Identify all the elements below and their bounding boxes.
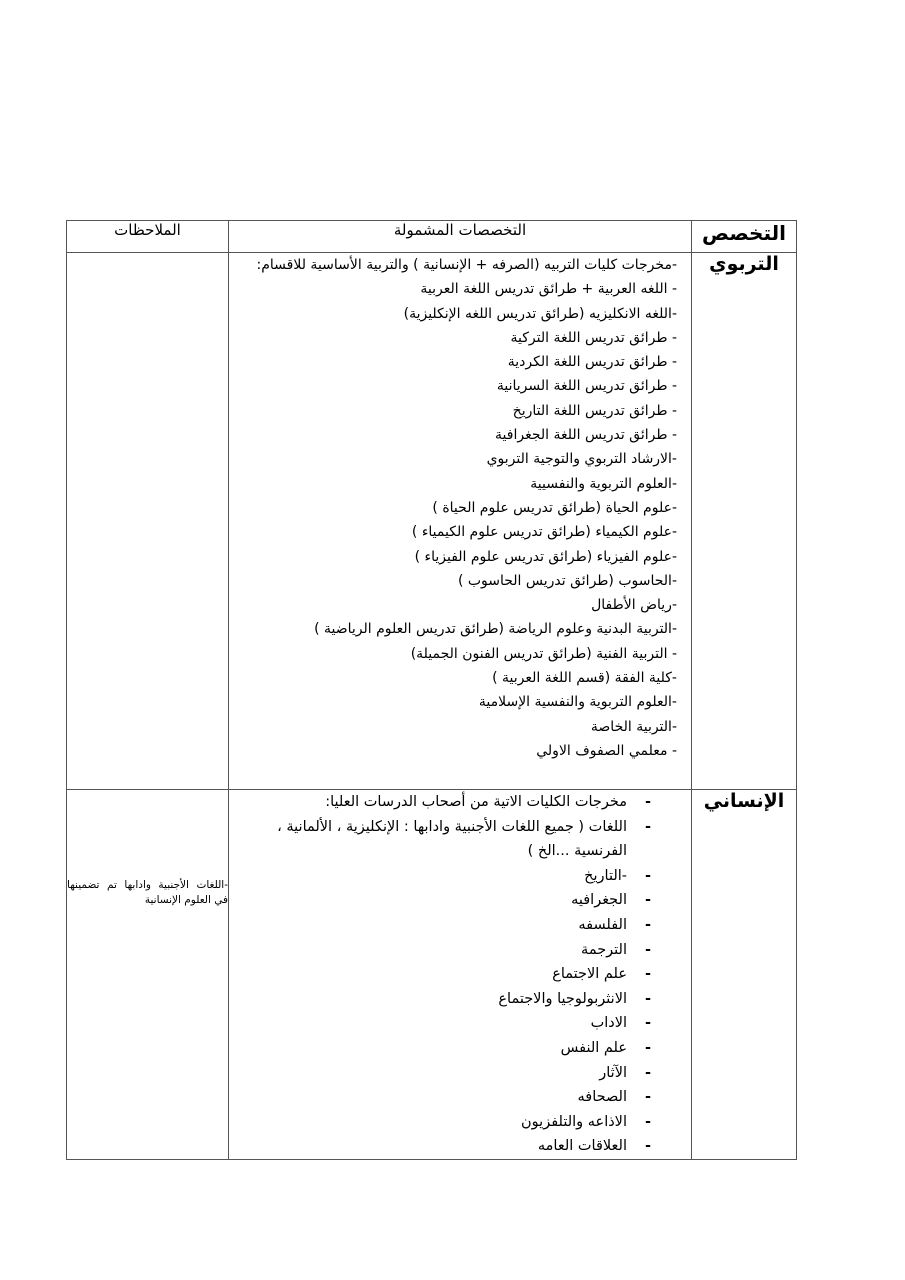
list-item: -رياض الأطفال — [591, 597, 677, 614]
note-text: -اللغات الأجنبية وادابها تم تضمينها في العلوم الإنسانية — [67, 879, 228, 906]
list-item: - الفلسفه — [233, 913, 651, 938]
list-item: - الترجمة — [233, 938, 651, 963]
header-included-specializations: التخصصات المشمولة — [229, 221, 692, 253]
table-row — [67, 253, 797, 790]
header-notes: الملاحظات — [67, 221, 229, 253]
list-item: - علم الاجتماع — [233, 962, 651, 987]
list-item: -كلية الفقة (قسم اللغة العربية ) — [492, 670, 677, 687]
included-list — [229, 790, 691, 1159]
list-item: - الاداب — [233, 1011, 651, 1036]
specialization-cell: الإنساني — [692, 790, 797, 1160]
list-item: - معلمي الصفوف الاولي — [536, 742, 677, 759]
list-item: -الحاسوب (طرائق تدريس الحاسوب ) — [457, 572, 677, 589]
list-item: - الصحافه — [233, 1085, 651, 1110]
list-item: -العلوم التربوية والنفسيية — [530, 475, 677, 492]
list-item: -التربية البدنية وعلوم الرياضة (طرائق تدريس العلوم الرياضية ) — [314, 621, 677, 638]
header-row — [67, 221, 797, 253]
list-item: - اللغات ( جميع اللغات الأجنبية وادابها : الإنكليزية ، الألمانية ، الفرنسية ...الخ ) — [233, 815, 651, 864]
header-specialization: التخصص — [692, 221, 797, 253]
list-item: -علوم الفيزياء (طرائق تدريس علوم الفيزياء ) — [414, 548, 677, 565]
list-item: - طرائق تدريس اللغة التاريخ — [512, 402, 677, 419]
list-item: - اللغه العربية + طرائق تدريس اللغة العربية — [420, 281, 677, 298]
list-item: -العلوم التربوية والنفسية الإسلامية — [478, 694, 677, 711]
list-item: -اللغه الانكليزيه (طرائق تدريس اللغه الإنكليزية) — [403, 305, 677, 322]
list-item: - الانثربولوجيا والاجتماع — [233, 987, 651, 1012]
list-item: - طرائق تدريس اللغة الجغرافية — [495, 427, 677, 444]
list-item: -التربية الخاصة — [590, 718, 677, 735]
list-item: - الجغرافيه — [233, 888, 651, 913]
list-item: - العلاقات العامه — [233, 1134, 651, 1159]
list-item: - علم النفس — [233, 1036, 651, 1061]
included-cell — [229, 790, 692, 1160]
list-item: - الاذاعه والتلفزيون — [233, 1110, 651, 1135]
included-list — [229, 253, 691, 763]
included-cell — [229, 253, 692, 790]
list-item: - طرائق تدريس اللغة السريانية — [496, 378, 677, 395]
list-item: - الآثار — [233, 1061, 651, 1086]
notes-cell — [67, 790, 229, 1160]
specialization-cell: التربوي — [692, 253, 797, 790]
list-item: - مخرجات الكليات الاتية من أصحاب الدرسات العليا: — [233, 790, 651, 815]
list-item: -علوم الحياة (طرائق تدريس علوم الحياة ) — [432, 499, 677, 516]
list-item: -مخرجات كليات التربيه (الصرفه + الإنسانية ) والتربية الأساسية للاقسام: — [256, 257, 677, 273]
table-row — [67, 790, 797, 1160]
list-item: -الارشاد التربوي والتوجية التربوي — [486, 451, 677, 468]
list-item: -علوم الكيمياء (طرائق تدريس علوم الكيمياء ) — [411, 524, 677, 541]
list-item: - طرائق تدريس اللغة الكردية — [507, 354, 677, 371]
list-item: - التربية الفنية (طرائق تدريس الفنون الجميلة) — [410, 645, 677, 662]
list-item: - -التاريخ — [233, 864, 651, 889]
specializations-table — [66, 220, 797, 1160]
list-item: - طرائق تدريس اللغة التركية — [510, 329, 677, 346]
notes-cell — [67, 253, 229, 790]
